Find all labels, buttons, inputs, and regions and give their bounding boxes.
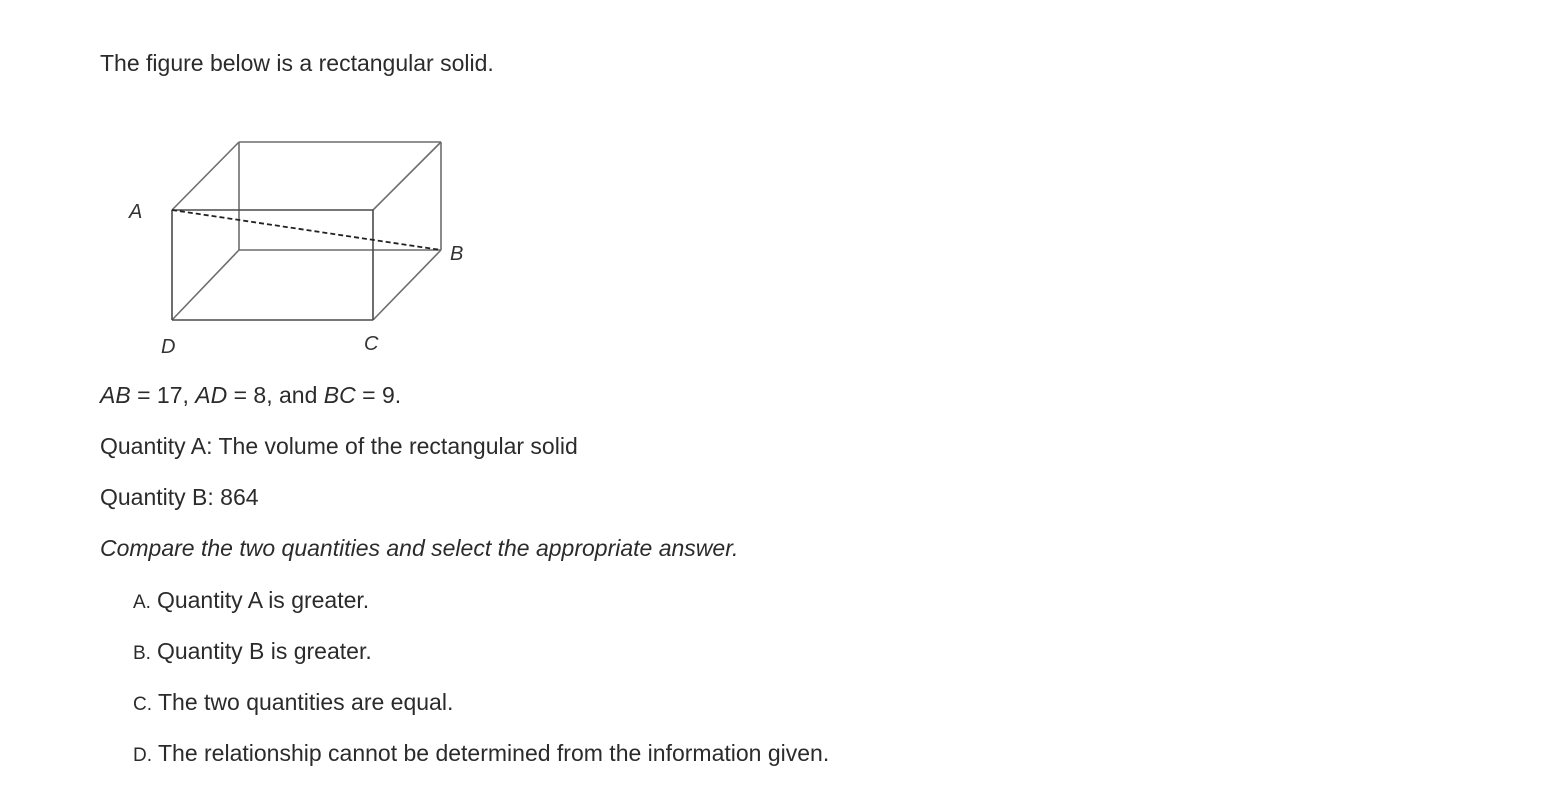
label-b: B — [450, 243, 464, 265]
answer-choices — [133, 586, 829, 790]
choice-b[interactable] — [133, 637, 829, 688]
choice-text: The relationship cannot be determined from the information given. — [158, 740, 830, 766]
choice-d[interactable] — [133, 739, 829, 790]
rectangular-solid-diagram — [100, 120, 500, 370]
choice-letter: B. — [133, 643, 151, 664]
edge-top-left-depth — [172, 142, 239, 210]
label-d: D — [161, 336, 176, 358]
choice-letter: D. — [133, 745, 152, 766]
quantity-a: Quantity A: The volume of the rectangular solid — [100, 433, 578, 459]
choice-letter: C. — [133, 694, 152, 715]
instruction: Compare the two quantities and select the appropriate answer. — [100, 535, 739, 561]
question-intro: The figure below is a rectangular solid. — [100, 50, 494, 76]
segment-ad: AD — [195, 382, 228, 408]
choice-c[interactable] — [133, 688, 829, 739]
edge-top-right-depth — [373, 142, 441, 210]
segment-ab: AB — [100, 382, 131, 408]
choice-text: Quantity A is greater. — [156, 587, 370, 613]
rectangular-solid-figure — [100, 120, 500, 370]
choice-letter: A. — [133, 592, 151, 613]
choice-a[interactable] — [133, 586, 829, 637]
diagonal-ab — [172, 210, 441, 250]
segment-bc: BC — [323, 382, 356, 408]
label-a: A — [129, 201, 143, 223]
given-lengths — [100, 381, 401, 409]
choice-text: The two quantities are equal. — [158, 689, 454, 715]
quantity-b: Quantity B: 864 — [100, 484, 259, 510]
given-ad-value: = 8, and — [227, 382, 324, 408]
edge-bottom-left-depth — [172, 250, 239, 320]
edge-bottom-right-depth — [373, 250, 441, 320]
given-ab-value: = 17, — [130, 382, 196, 408]
choice-text: Quantity B is greater. — [156, 638, 372, 664]
label-c: C — [364, 333, 379, 355]
given-bc-value: = 9. — [355, 382, 402, 408]
